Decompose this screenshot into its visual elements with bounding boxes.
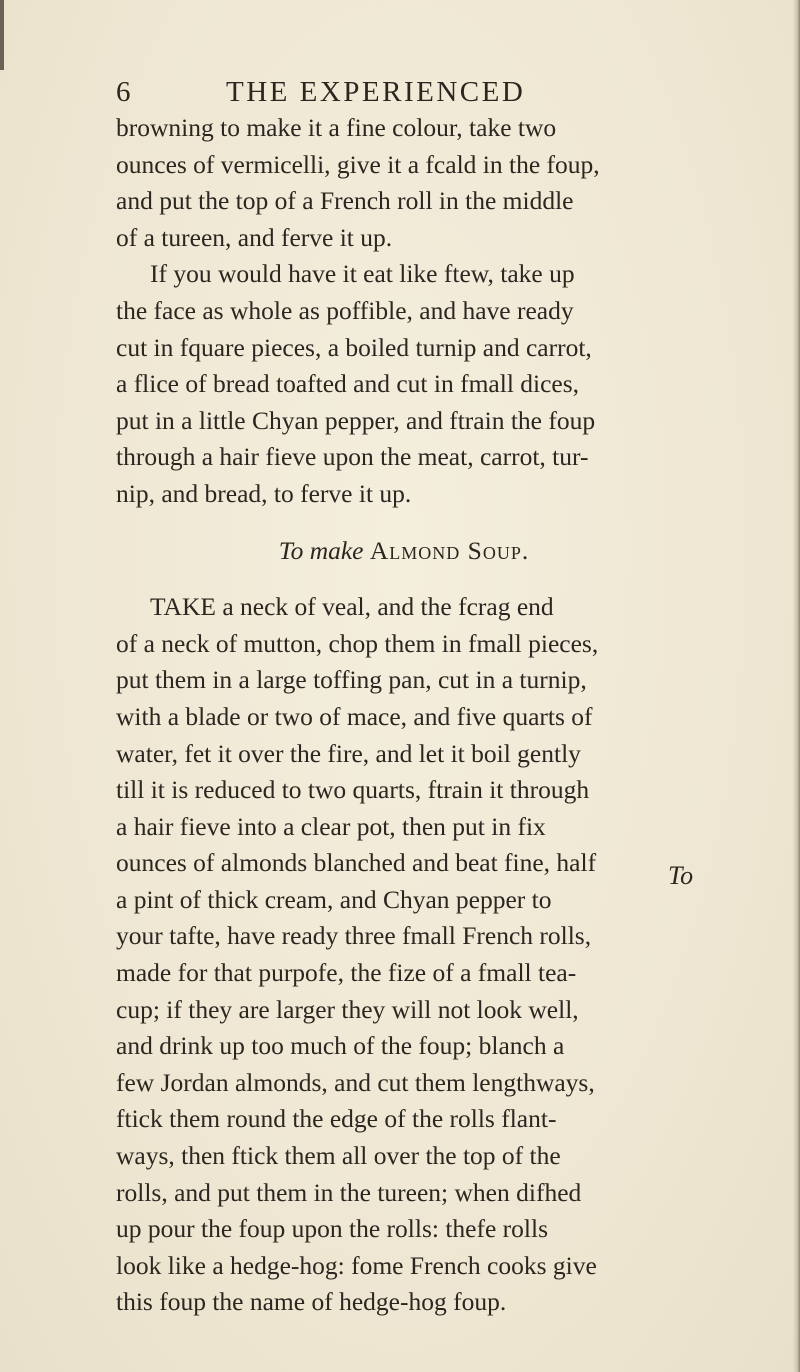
text-line: cup; if they are larger they will not look well, xyxy=(116,994,579,1024)
text-line: ftick them round the edge of the rolls flant- xyxy=(116,1104,557,1134)
text-line: the face as whole as poffible, and have ready xyxy=(116,295,574,325)
text-line: ounces of vermicelli, give it a fcald in the foup, xyxy=(116,149,600,179)
page-edge-shadow-left xyxy=(0,0,4,70)
text-line: a hair fieve into a clear pot, then put in fix xyxy=(116,811,546,841)
text-line: few Jordan almonds, and cut them lengthways, xyxy=(116,1067,595,1097)
heading-prefix: To make xyxy=(278,535,364,565)
page-edge-shadow-right xyxy=(793,0,800,1372)
text-line: ways, then ftick them all over the top of the xyxy=(116,1141,561,1171)
text-line: nip, and bread, to ferve it up. xyxy=(116,478,412,508)
paragraph-2 xyxy=(116,256,712,512)
text-line: and drink up too much of the foup; blanch a xyxy=(116,1031,565,1061)
text-line: your tafte, have ready three fmall French rolls, xyxy=(116,921,592,951)
text-line: a flice of bread toafted and cut in fmall dices, xyxy=(116,369,580,399)
heading-title: Almond Soup. xyxy=(369,535,530,565)
text-line: rolls, and put them in the tureen; when difhed xyxy=(116,1177,582,1207)
text-line: of a tureen, and ferve it up. xyxy=(116,222,393,252)
text-line: made for that purpofe, the fize of a fmall tea- xyxy=(116,958,577,988)
text-line: till it is reduced to two quarts, ftrain it through xyxy=(116,775,590,805)
paragraph-3 xyxy=(116,589,712,1321)
text-line: TAKE a neck of veal, and the fcrag end xyxy=(150,592,554,622)
text-line: up pour the foup upon the rolls: thefe rolls xyxy=(116,1214,549,1244)
running-title: THE EXPERIENCED xyxy=(226,76,526,108)
text-line: and put the top of a French roll in the middle xyxy=(116,186,574,216)
body-text xyxy=(116,110,712,1321)
paragraph-1 xyxy=(116,110,712,256)
text-line: cut in fquare pieces, a boiled turnip and carrot, xyxy=(116,332,592,362)
text-line: browning to make it a fine colour, take two xyxy=(116,113,557,142)
text-line: look like a hedge-hog: fome French cooks give xyxy=(116,1250,597,1280)
text-line: of a neck of mutton, chop them in fmall pieces, xyxy=(116,628,599,658)
text-line: put in a little Chyan pepper, and ftrain the foup xyxy=(116,405,596,435)
text-line: a pint of thick cream, and Chyan pepper to xyxy=(116,884,552,914)
catchword: To xyxy=(668,861,694,890)
text-line: put them in a large toffing pan, cut in a turnip, xyxy=(116,665,587,695)
text-line: ounces of almonds blanched and beat fine, half xyxy=(116,848,597,878)
running-head xyxy=(116,72,716,112)
text-line: with a blade or two of mace, and five quarts of xyxy=(116,701,593,731)
text-line: If you would have it eat like ftew, take up xyxy=(150,259,575,289)
recipe-heading xyxy=(116,533,712,570)
text-line: through a hair fieve upon the meat, carrot, tur- xyxy=(116,442,589,472)
text-line: this foup the name of hedge-hog foup. xyxy=(116,1287,507,1317)
page-number: 6 xyxy=(116,76,132,108)
text-line: water, fet it over the fire, and let it boil gently xyxy=(116,738,581,768)
